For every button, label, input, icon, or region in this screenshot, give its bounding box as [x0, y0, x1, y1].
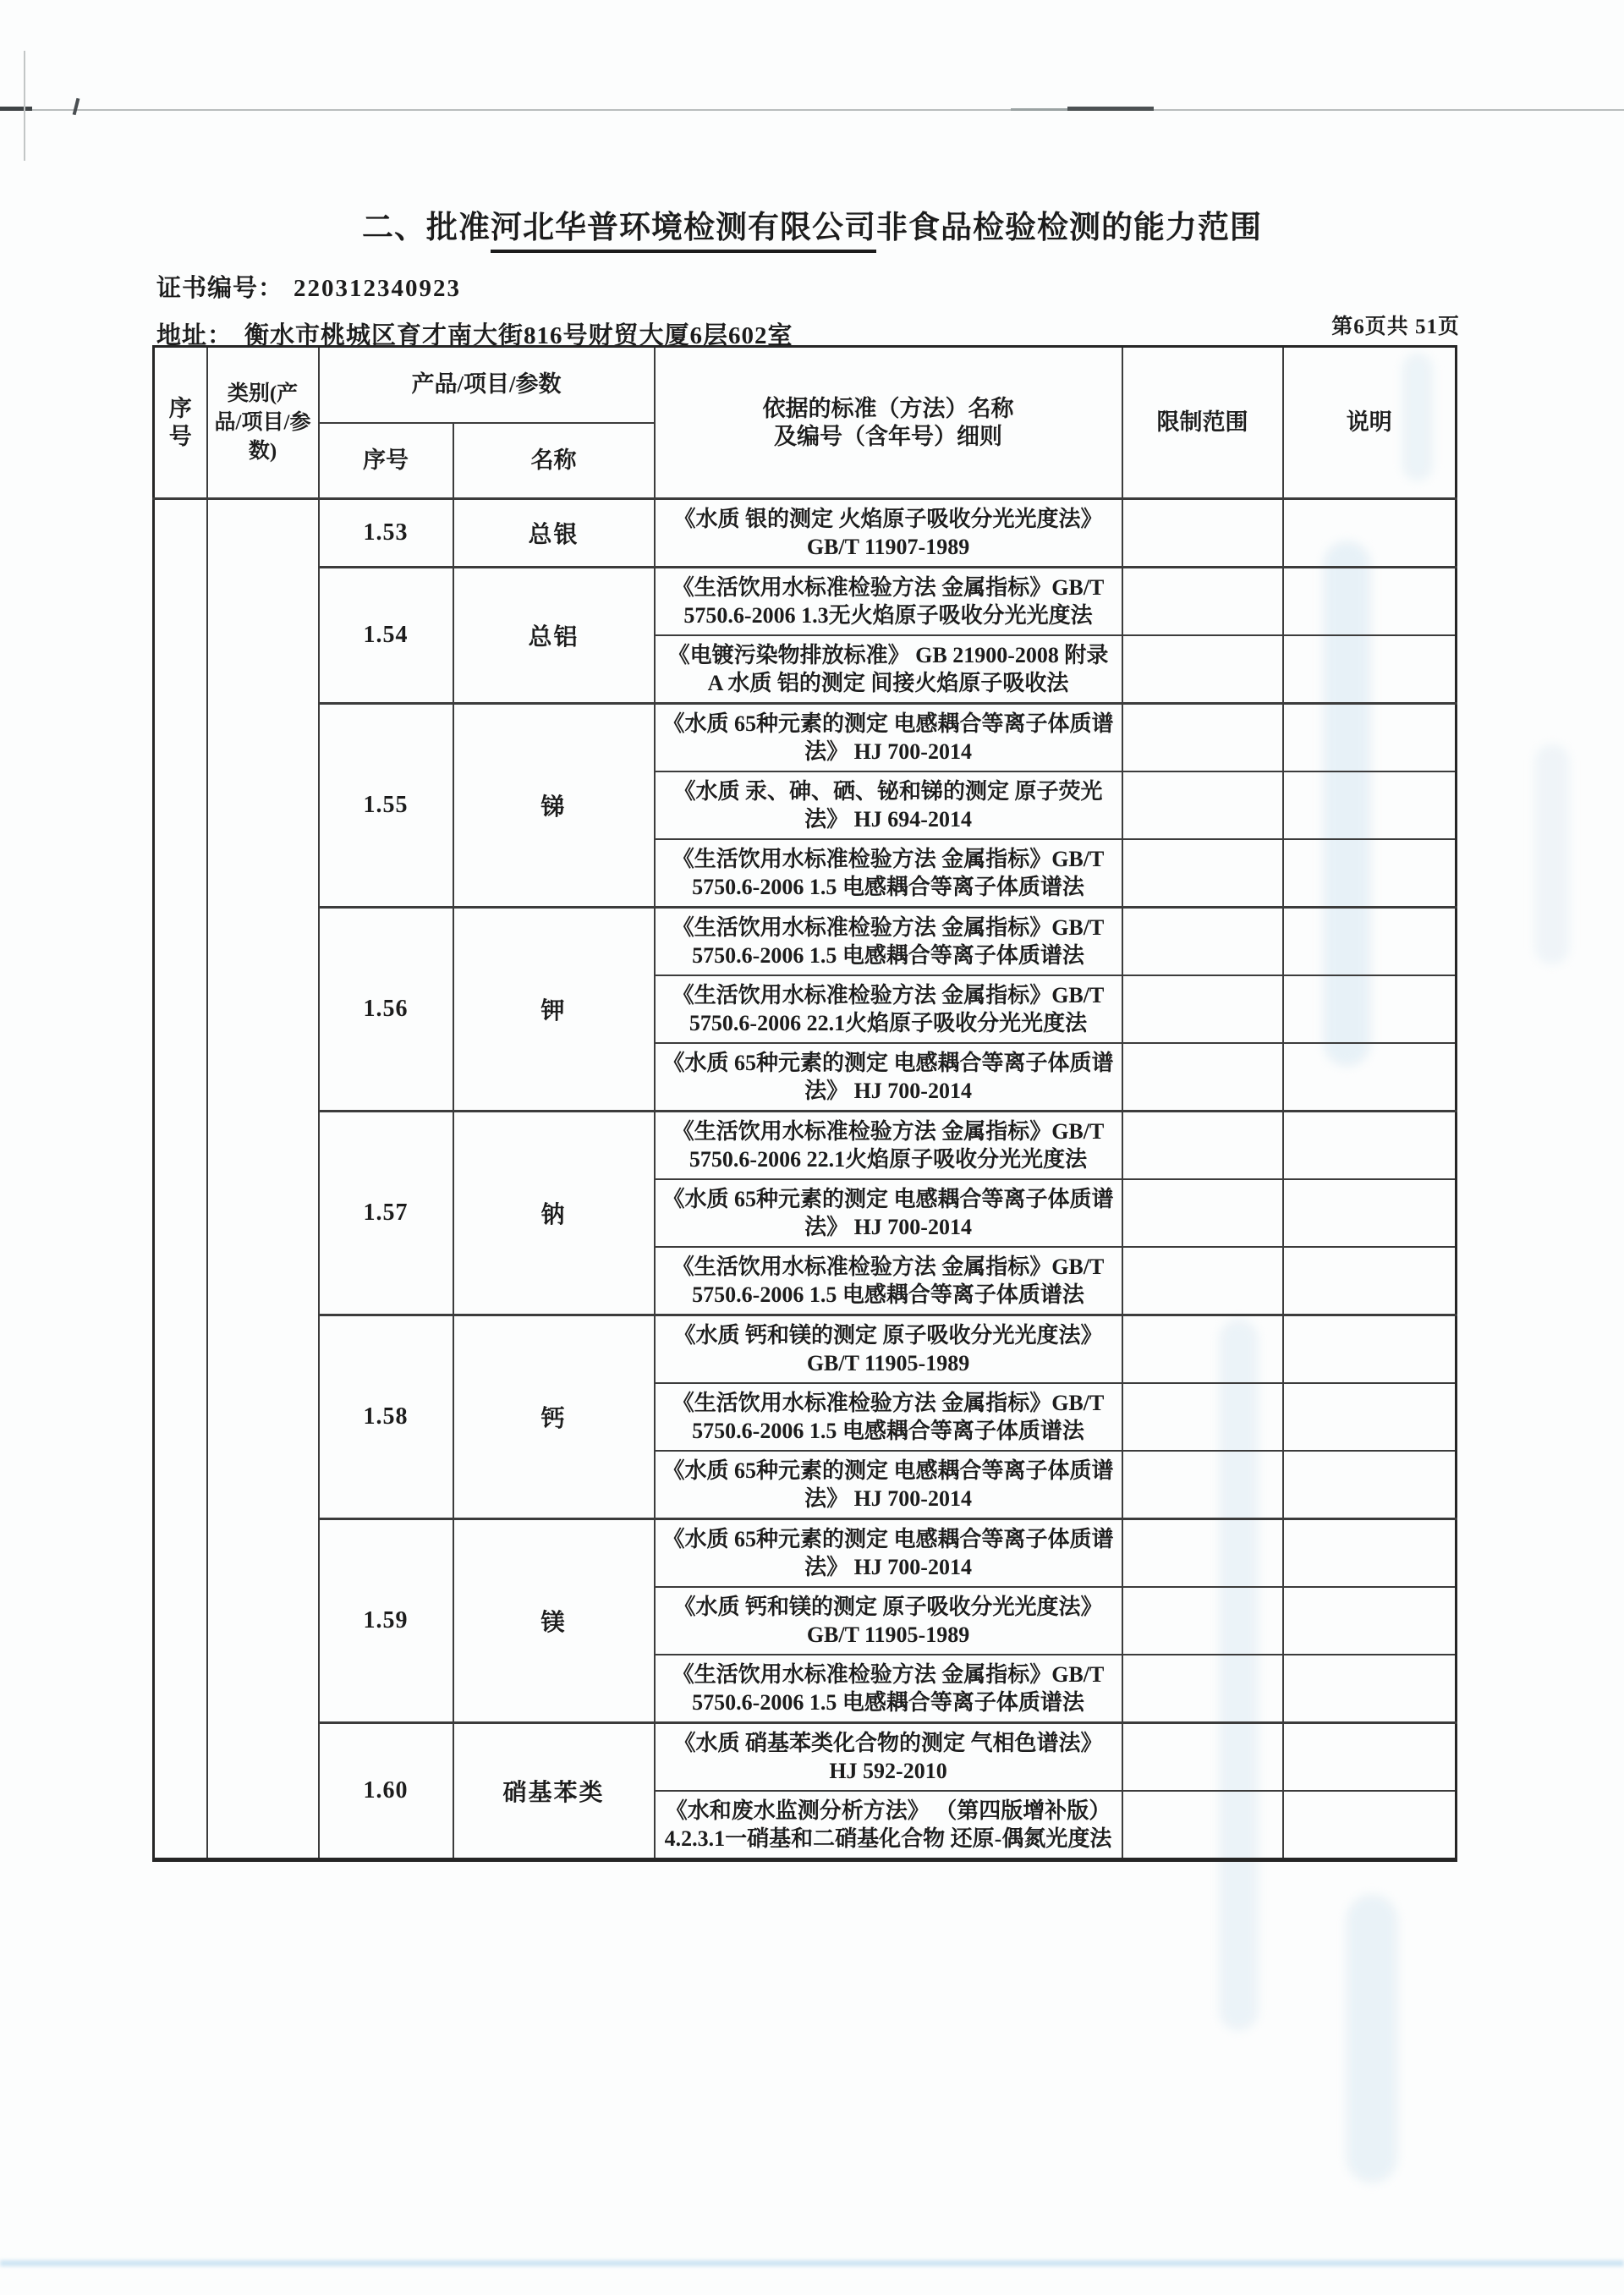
header-standard-line2: 及编号（含年号）细则 [774, 423, 1003, 449]
item-name-cell: 总铝 [453, 568, 655, 704]
scan-artifact-vertical [24, 51, 25, 161]
limit-cell [1122, 635, 1283, 704]
method-row [154, 704, 1457, 772]
note-cell [1283, 1791, 1457, 1860]
method-row [154, 1315, 1457, 1384]
method-row [154, 568, 1457, 636]
method-cell: 《电镀污染物排放标准》 GB 21900-2008 附录A 水质 铝的测定 间接火焰原子吸收法 [655, 635, 1122, 704]
address-label: 地址： [156, 322, 233, 349]
method-row [154, 1723, 1457, 1792]
body-seq-cell [154, 499, 207, 1860]
method-cell: 《生活饮用水标准检验方法 金属指标》GB/T 5750.6-2006 1.5 电感耦合等离子体质谱法 [655, 908, 1122, 976]
certificate-number: 220312340923 [294, 275, 462, 302]
method-cell: 《水质 65种元素的测定 电感耦合等离子体质谱法》 HJ 700-2014 [655, 1043, 1122, 1112]
scan-smudge [1535, 744, 1569, 964]
certificate-line [156, 269, 461, 304]
limit-cell [1122, 1451, 1283, 1519]
scan-artifact-line [0, 109, 1624, 111]
note-cell [1283, 1451, 1457, 1519]
header-row-1 [154, 347, 1457, 423]
header-seq: 序号 [154, 347, 207, 499]
item-name-cell: 锑 [453, 704, 655, 908]
method-cell: 《生活饮用水标准检验方法 金属指标》GB/T 5750.6-2006 22.1火焰原子吸收分光光度法 [655, 1112, 1122, 1180]
item-no-cell: 1.58 [319, 1315, 453, 1519]
note-cell [1283, 635, 1457, 704]
method-cell: 《水质 65种元素的测定 电感耦合等离子体质谱法》 HJ 700-2014 [655, 1519, 1122, 1588]
limit-cell [1122, 1383, 1283, 1451]
scan-artifact-tick [73, 98, 80, 115]
scan-artifact-dash-mid [1067, 107, 1154, 111]
item-no-cell: 1.54 [319, 568, 453, 704]
item-no-cell: 1.60 [319, 1723, 453, 1860]
page-indicator: 第6页共 51页 [1331, 316, 1460, 338]
limit-cell [1122, 975, 1283, 1043]
scan-artifact-dash-left [0, 107, 32, 111]
method-cell: 《生活饮用水标准检验方法 金属指标》GB/T 5750.6-2006 1.5 电感耦合等离子体质谱法 [655, 839, 1122, 908]
item-no-cell: 1.55 [319, 704, 453, 908]
header-standard [655, 347, 1122, 499]
note-cell [1283, 1112, 1457, 1180]
item-name-cell: 钙 [453, 1315, 655, 1519]
scan-artifact-dash-mid-light [1011, 108, 1070, 111]
title-prefix: 二、批准 [362, 211, 491, 245]
note-cell [1283, 975, 1457, 1043]
note-cell [1283, 568, 1457, 636]
note-cell [1283, 1315, 1457, 1384]
header-note: 说明 [1283, 347, 1457, 499]
header-product: 产品/项目/参数 [319, 347, 655, 423]
method-cell: 《水质 65种元素的测定 电感耦合等离子体质谱法》 HJ 700-2014 [655, 1179, 1122, 1247]
limit-cell [1122, 1179, 1283, 1247]
limit-cell [1122, 1723, 1283, 1792]
method-cell: 《水质 钙和镁的测定 原子吸收分光光度法》 GB/T 11905-1989 [655, 1587, 1122, 1655]
header-sub-name: 名称 [453, 423, 655, 499]
method-cell: 《水质 钙和镁的测定 原子吸收分光光度法》 GB/T 11905-1989 [655, 1315, 1122, 1384]
limit-cell [1122, 1519, 1283, 1588]
address-value: 衡水市桃城区育才南大街816号财贸大厦6层602室 [244, 322, 793, 349]
method-row [154, 499, 1457, 568]
method-cell: 《水和废水监测分析方法》 （第四版增补版） 4.2.3.1一硝基和二硝基化合物 还原-偶氮光度法 [655, 1791, 1122, 1860]
note-cell [1283, 499, 1457, 568]
title-company-underlined: 河北华普环境检测有限公司 [491, 211, 876, 253]
table-header [154, 347, 1457, 499]
note-cell [1283, 771, 1457, 839]
header-limit: 限制范围 [1122, 347, 1283, 499]
method-cell: 《水质 硝基苯类化合物的测定 气相色谱法》 HJ 592-2010 [655, 1723, 1122, 1792]
method-cell: 《生活饮用水标准检验方法 金属指标》GB/T 5750.6-2006 22.1火焰原子吸收分光光度法 [655, 975, 1122, 1043]
method-cell: 《生活饮用水标准检验方法 金属指标》GB/T 5750.6-2006 1.5 电感耦合等离子体质谱法 [655, 1247, 1122, 1315]
note-cell [1283, 1587, 1457, 1655]
limit-cell [1122, 1247, 1283, 1315]
limit-cell [1122, 1791, 1283, 1860]
method-row [154, 1519, 1457, 1588]
certificate-label: 证书编号： [156, 275, 284, 302]
item-name-cell: 镁 [453, 1519, 655, 1723]
limit-cell [1122, 1655, 1283, 1723]
method-row [154, 908, 1457, 976]
note-cell [1283, 1247, 1457, 1315]
note-cell [1283, 1519, 1457, 1588]
capability-table [152, 345, 1457, 1862]
header-sub-seq: 序号 [319, 423, 453, 499]
method-row [154, 1112, 1457, 1180]
limit-cell [1122, 704, 1283, 772]
note-cell [1283, 1723, 1457, 1792]
limit-cell [1122, 1043, 1283, 1112]
method-cell: 《水质 汞、砷、硒、铋和锑的测定 原子荧光法》 HJ 694-2014 [655, 771, 1122, 839]
note-cell [1283, 1179, 1457, 1247]
limit-cell [1122, 499, 1283, 568]
limit-cell [1122, 1315, 1283, 1384]
page-title [0, 201, 1624, 247]
item-name-cell: 总银 [453, 499, 655, 568]
item-no-cell: 1.57 [319, 1112, 453, 1315]
limit-cell [1122, 908, 1283, 976]
note-cell [1283, 704, 1457, 772]
item-name-cell: 钾 [453, 908, 655, 1112]
item-no-cell: 1.53 [319, 499, 453, 568]
title-suffix: 非食品检验检测的能力范围 [876, 211, 1262, 245]
note-cell [1283, 1043, 1457, 1112]
note-cell [1283, 839, 1457, 908]
scan-artifact-bottom-edge [0, 2260, 1624, 2266]
method-cell: 《水质 65种元素的测定 电感耦合等离子体质谱法》 HJ 700-2014 [655, 1451, 1122, 1519]
note-cell [1283, 1383, 1457, 1451]
limit-cell [1122, 1112, 1283, 1180]
limit-cell [1122, 568, 1283, 636]
method-cell: 《水质 65种元素的测定 电感耦合等离子体质谱法》 HJ 700-2014 [655, 704, 1122, 772]
item-name-cell: 硝基苯类 [453, 1723, 655, 1860]
note-cell [1283, 1655, 1457, 1723]
note-cell [1283, 908, 1457, 976]
header-standard-line1: 依据的标准（方法）名称 [762, 395, 1014, 421]
method-cell: 《生活饮用水标准检验方法 金属指标》GB/T 5750.6-2006 1.5 电感耦合等离子体质谱法 [655, 1383, 1122, 1451]
method-cell: 《生活饮用水标准检验方法 金属指标》GB/T 5750.6-2006 1.3无火焰原子吸收分光光度法 [655, 568, 1122, 636]
header-category: 类别(产品/项目/参数) [207, 347, 319, 499]
limit-cell [1122, 771, 1283, 839]
limit-cell [1122, 1587, 1283, 1655]
item-name-cell: 钠 [453, 1112, 655, 1315]
body-category-cell [207, 499, 319, 1860]
method-cell: 《生活饮用水标准检验方法 金属指标》GB/T 5750.6-2006 1.5 电感耦合等离子体质谱法 [655, 1655, 1122, 1723]
method-cell: 《水质 银的测定 火焰原子吸收分光光度法》 GB/T 11907-1989 [655, 499, 1122, 568]
item-no-cell: 1.59 [319, 1519, 453, 1723]
item-no-cell: 1.56 [319, 908, 453, 1112]
limit-cell [1122, 839, 1283, 908]
scan-smudge [1347, 1895, 1397, 2182]
capability-table-body [154, 499, 1457, 1860]
